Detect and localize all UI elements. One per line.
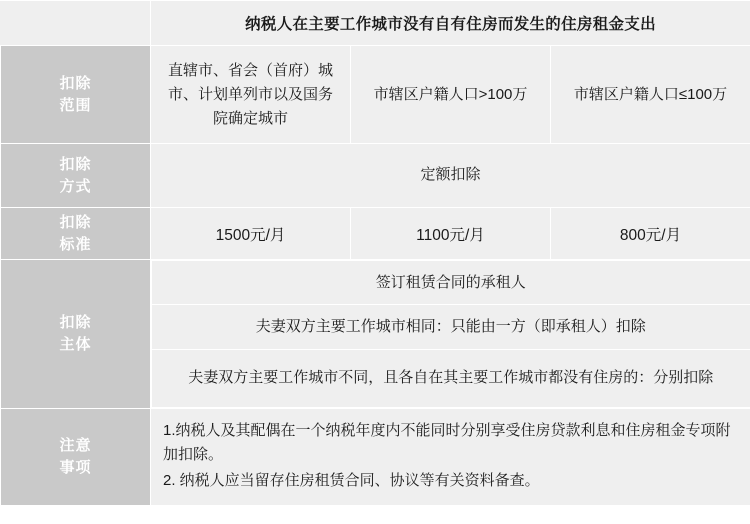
subject-line-1: 签订租赁合同的承租人 bbox=[152, 261, 750, 305]
row-label-notes bbox=[1, 408, 151, 506]
table-title: 纳税人在主要工作城市没有自有住房而发生的住房租金支出 bbox=[151, 1, 750, 46]
method-value: 定额扣除 bbox=[151, 144, 750, 208]
table-row bbox=[1, 408, 750, 506]
row-label-notes-line2: 事项 bbox=[59, 458, 92, 476]
subject-line-row bbox=[152, 261, 750, 305]
note-item-1: 1.纳税人及其配偶在一个纳税年度内不能同时分别享受住房贷款利息和住房租金专项附加扣除。 bbox=[163, 421, 731, 463]
row-label-standard bbox=[1, 208, 151, 260]
standard-amount-3: 800元/月 bbox=[551, 208, 750, 260]
row-label-notes-line1: 注意 bbox=[59, 437, 92, 455]
table-row bbox=[1, 260, 750, 409]
subject-line-2: 夫妻双方主要工作城市相同：只能由一方（即承租人）扣除 bbox=[152, 305, 750, 349]
row-label-method-line1: 扣除 bbox=[59, 155, 92, 173]
table-row bbox=[1, 208, 750, 260]
row-label-subject-line1: 扣除 bbox=[59, 314, 92, 331]
table-row bbox=[1, 1, 750, 46]
note-item-2: 2. 纳税人应当留存住房租赁合同、协议等有关资料备查。 bbox=[163, 472, 540, 490]
row-label-standard-line1: 扣除 bbox=[59, 213, 92, 231]
row-label-scope-line2: 范围 bbox=[59, 96, 92, 114]
title-spacer bbox=[1, 1, 151, 46]
table-row bbox=[1, 46, 750, 144]
standard-amount-1: 1500元/月 bbox=[151, 208, 351, 260]
row-label-method-line2: 方式 bbox=[59, 177, 92, 195]
table-row bbox=[1, 144, 750, 208]
row-label-subject bbox=[1, 260, 151, 409]
subject-line-row bbox=[152, 349, 750, 407]
row-label-scope bbox=[1, 46, 151, 144]
row-label-subject-line2: 主体 bbox=[59, 335, 92, 353]
row-label-standard-line2: 标准 bbox=[59, 235, 92, 253]
notes-cell bbox=[151, 408, 750, 506]
row-label-scope-line1: 扣除 bbox=[59, 74, 92, 92]
subject-line-3: 夫妻双方主要工作城市不同，且各自在其主要工作城市都没有住房的：分别扣除 bbox=[152, 349, 750, 407]
row-label-method bbox=[1, 144, 151, 208]
subject-lines-table bbox=[151, 260, 750, 408]
scope-city-tier-3: 市辖区户籍人口≤100万 bbox=[551, 46, 750, 144]
subject-cell bbox=[151, 260, 750, 409]
scope-city-tier-1: 直辖市、省会（首府）城市、计划单列市以及国务院确定城市 bbox=[151, 46, 351, 144]
scope-city-tier-2: 市辖区户籍人口>100万 bbox=[351, 46, 551, 144]
subject-line-row bbox=[152, 305, 750, 349]
standard-amount-2: 1100元/月 bbox=[351, 208, 551, 260]
